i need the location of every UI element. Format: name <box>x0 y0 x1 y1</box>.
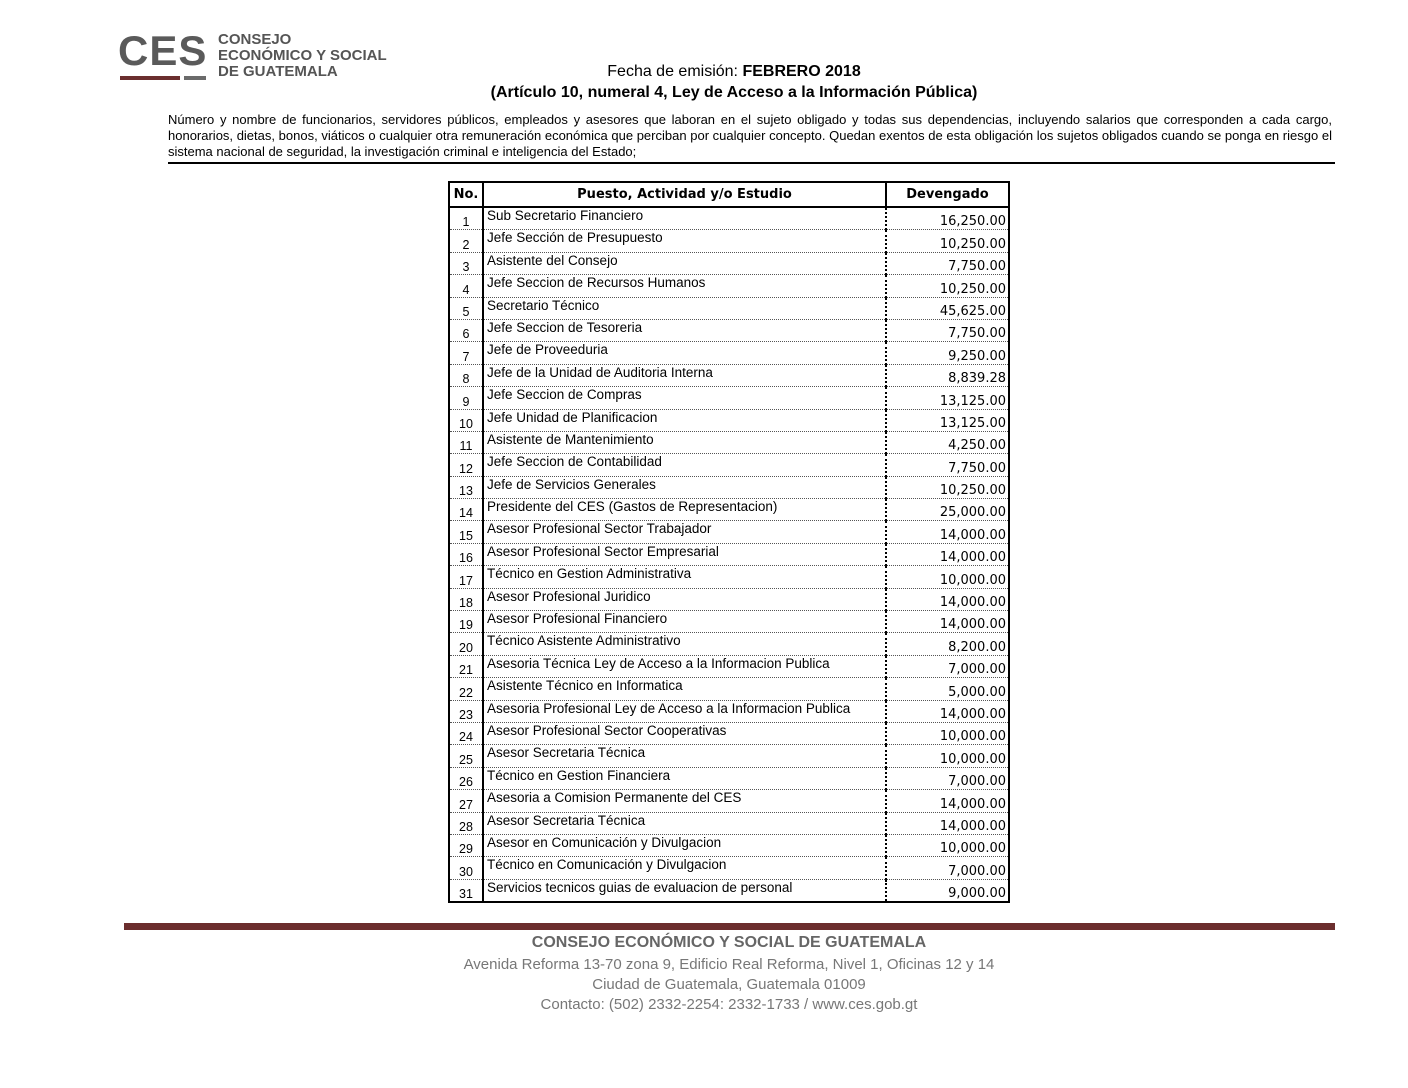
issue-date <box>30 62 1408 82</box>
table-row <box>449 655 1009 677</box>
cell-puesto: Presidente del CES (Gastos de Representacion) <box>483 499 886 521</box>
cell-devengado: 14,000.00 <box>886 588 1009 610</box>
cell-devengado: 45,625.00 <box>886 297 1009 319</box>
cell-no: 21 <box>449 655 483 677</box>
cell-puesto: Jefe Sección de Presupuesto <box>483 230 886 252</box>
cell-devengado: 5,000.00 <box>886 678 1009 700</box>
cell-puesto: Secretario Técnico <box>483 297 886 319</box>
cell-puesto: Asesoria a Comision Permanente del CES <box>483 790 886 812</box>
cell-no: 17 <box>449 566 483 588</box>
cell-puesto: Asesoria Profesional Ley de Acceso a la Informacion Publica <box>483 700 886 722</box>
cell-no: 4 <box>449 275 483 297</box>
cell-devengado: 25,000.00 <box>886 499 1009 521</box>
cell-puesto: Asesor Profesional Juridico <box>483 588 886 610</box>
cell-no: 19 <box>449 611 483 633</box>
table-row <box>449 611 1009 633</box>
cell-devengado: 13,125.00 <box>886 409 1009 431</box>
cell-puesto: Jefe Unidad de Planificacion <box>483 409 886 431</box>
cell-puesto: Asesor en Comunicación y Divulgacion <box>483 834 886 856</box>
cell-no: 30 <box>449 857 483 879</box>
table-row <box>449 678 1009 700</box>
footer-address: Avenida Reforma 13-70 zona 9, Edificio Real Reforma, Nivel 1, Oficinas 12 y 14 <box>463 956 995 973</box>
cell-puesto: Jefe de Proveeduria <box>483 342 886 364</box>
cell-no: 23 <box>449 700 483 722</box>
cell-no: 10 <box>449 409 483 431</box>
cell-devengado: 14,000.00 <box>886 543 1009 565</box>
cell-no: 5 <box>449 297 483 319</box>
cell-devengado: 7,750.00 <box>886 252 1009 274</box>
cell-devengado: 7,750.00 <box>886 454 1009 476</box>
table-row <box>449 297 1009 319</box>
issue-date-label: Fecha de emisión: <box>607 63 743 80</box>
cell-no: 9 <box>449 387 483 409</box>
cell-no: 14 <box>449 499 483 521</box>
cell-puesto: Técnico en Gestion Financiera <box>483 767 886 789</box>
cell-no: 25 <box>449 745 483 767</box>
table-row <box>449 543 1009 565</box>
table-row <box>449 633 1009 655</box>
cell-no: 7 <box>449 342 483 364</box>
footer-contact: Contacto: (502) 2332-2254: 2332-1733 / www.ces.gob.gt <box>540 996 918 1013</box>
cell-puesto: Asistente de Mantenimiento <box>483 431 886 453</box>
cell-devengado: 14,000.00 <box>886 700 1009 722</box>
table-row <box>449 431 1009 453</box>
cell-puesto: Técnico Asistente Administrativo <box>483 633 886 655</box>
table-row <box>449 834 1009 856</box>
cell-no: 6 <box>449 319 483 341</box>
salary-table <box>448 181 1010 903</box>
cell-puesto: Asesor Profesional Sector Trabajador <box>483 521 886 543</box>
table-row <box>449 387 1009 409</box>
cell-devengado: 14,000.00 <box>886 521 1009 543</box>
cell-no: 13 <box>449 476 483 498</box>
cell-no: 31 <box>449 879 483 902</box>
cell-puesto: Asesor Profesional Financiero <box>483 611 886 633</box>
col-header-no: No. <box>449 182 483 207</box>
cell-devengado: 14,000.00 <box>886 611 1009 633</box>
header-divider <box>168 162 1335 164</box>
cell-no: 29 <box>449 834 483 856</box>
table-row <box>449 566 1009 588</box>
footer-org: CONSEJO ECONÓMICO Y SOCIAL DE GUATEMALA <box>531 934 927 951</box>
cell-devengado: 7,000.00 <box>886 655 1009 677</box>
cell-puesto: Servicios tecnicos guias de evaluacion de personal <box>483 879 886 902</box>
table-row <box>449 319 1009 341</box>
cell-no: 12 <box>449 454 483 476</box>
cell-puesto: Asesoria Técnica Ley de Acceso a la Informacion Publica <box>483 655 886 677</box>
logo-line-3: DE GUATEMALA <box>218 63 338 80</box>
cell-puesto: Jefe Seccion de Tesoreria <box>483 319 886 341</box>
cell-devengado: 10,000.00 <box>886 834 1009 856</box>
cell-no: 16 <box>449 543 483 565</box>
col-header-puesto: Puesto, Actividad y/o Estudio <box>483 182 886 207</box>
logo-line-1: CONSEJO <box>218 31 292 48</box>
table-header-row <box>449 182 1009 207</box>
table-row <box>449 275 1009 297</box>
cell-devengado: 10,000.00 <box>886 566 1009 588</box>
table-row <box>449 342 1009 364</box>
logo-line-2: ECONÓMICO Y SOCIAL <box>218 47 387 64</box>
cell-devengado: 7,000.00 <box>886 857 1009 879</box>
col-header-devengado: Devengado <box>886 182 1009 207</box>
cell-puesto: Asesor Profesional Sector Empresarial <box>483 543 886 565</box>
cell-puesto: Asesor Secretaria Técnica <box>483 745 886 767</box>
cell-devengado: 9,250.00 <box>886 342 1009 364</box>
cell-puesto: Jefe de Servicios Generales <box>483 476 886 498</box>
table-row <box>449 767 1009 789</box>
footer-divider <box>124 923 1335 930</box>
cell-puesto: Asistente Técnico en Informatica <box>483 678 886 700</box>
table-row <box>449 521 1009 543</box>
cell-devengado: 14,000.00 <box>886 790 1009 812</box>
cell-devengado: 10,000.00 <box>886 745 1009 767</box>
cell-devengado: 13,125.00 <box>886 387 1009 409</box>
cell-devengado: 4,250.00 <box>886 431 1009 453</box>
legal-reference: (Artículo 10, numeral 4, Ley de Acceso a la Información Pública) <box>490 84 978 101</box>
logo-abbr: CES <box>118 27 208 74</box>
cell-puesto: Jefe de la Unidad de Auditoria Interna <box>483 364 886 386</box>
cell-devengado: 8,839.28 <box>886 364 1009 386</box>
cell-devengado: 10,000.00 <box>886 722 1009 744</box>
table-row <box>449 812 1009 834</box>
table-row <box>449 476 1009 498</box>
cell-puesto: Técnico en Comunicación y Divulgacion <box>483 857 886 879</box>
cell-no: 2 <box>449 230 483 252</box>
cell-puesto: Asesor Profesional Sector Cooperativas <box>483 722 886 744</box>
table-row <box>449 454 1009 476</box>
cell-devengado: 7,000.00 <box>886 767 1009 789</box>
cell-no: 8 <box>449 364 483 386</box>
table-row <box>449 879 1009 902</box>
table-row <box>449 409 1009 431</box>
cell-no: 26 <box>449 767 483 789</box>
cell-puesto: Jefe Seccion de Contabilidad <box>483 454 886 476</box>
table-row <box>449 722 1009 744</box>
cell-puesto: Técnico en Gestion Administrativa <box>483 566 886 588</box>
cell-no: 18 <box>449 588 483 610</box>
table-row <box>449 364 1009 386</box>
cell-devengado: 16,250.00 <box>886 207 1009 230</box>
cell-no: 3 <box>449 252 483 274</box>
table-row <box>449 207 1009 230</box>
cell-devengado: 7,750.00 <box>886 319 1009 341</box>
table-row <box>449 499 1009 521</box>
cell-puesto: Asistente del Consejo <box>483 252 886 274</box>
table-row <box>449 745 1009 767</box>
cell-no: 27 <box>449 790 483 812</box>
cell-no: 1 <box>449 207 483 230</box>
table-row <box>449 790 1009 812</box>
cell-no: 15 <box>449 521 483 543</box>
table-row <box>449 230 1009 252</box>
cell-no: 22 <box>449 678 483 700</box>
cell-devengado: 10,250.00 <box>886 230 1009 252</box>
description-paragraph: Número y nombre de funcionarios, servidores públicos, empleados y asesores que laboran en el sujeto obligado y todas sus dependencias, incluyendo salarios que corresponden a cada cargo, honorarios, dietas, bonos, viáticos o cualquier otra remuneración económica que perciban por cualquier concepto. Quedan exentos de esta obligación los sujetos obligados cuando se ponga en riesgo el sistema nacional de seguridad, la investigación criminal e inteligencia del Estado; <box>168 112 1332 159</box>
cell-puesto: Jefe Seccion de Recursos Humanos <box>483 275 886 297</box>
cell-no: 11 <box>449 431 483 453</box>
cell-puesto: Jefe Seccion de Compras <box>483 387 886 409</box>
cell-devengado: 10,250.00 <box>886 275 1009 297</box>
table-row <box>449 700 1009 722</box>
cell-puesto: Sub Secretario Financiero <box>483 207 886 230</box>
cell-devengado: 14,000.00 <box>886 812 1009 834</box>
cell-devengado: 9,000.00 <box>886 879 1009 902</box>
cell-devengado: 10,250.00 <box>886 476 1009 498</box>
issue-date-value: FEBRERO 2018 <box>742 63 861 80</box>
cell-no: 20 <box>449 633 483 655</box>
cell-no: 28 <box>449 812 483 834</box>
cell-puesto: Asesor Secretaria Técnica <box>483 812 886 834</box>
table-row <box>449 588 1009 610</box>
footer-city: Ciudad de Guatemala, Guatemala 01009 <box>592 976 866 993</box>
cell-devengado: 8,200.00 <box>886 633 1009 655</box>
cell-no: 24 <box>449 722 483 744</box>
table-row <box>449 857 1009 879</box>
table-row <box>449 252 1009 274</box>
